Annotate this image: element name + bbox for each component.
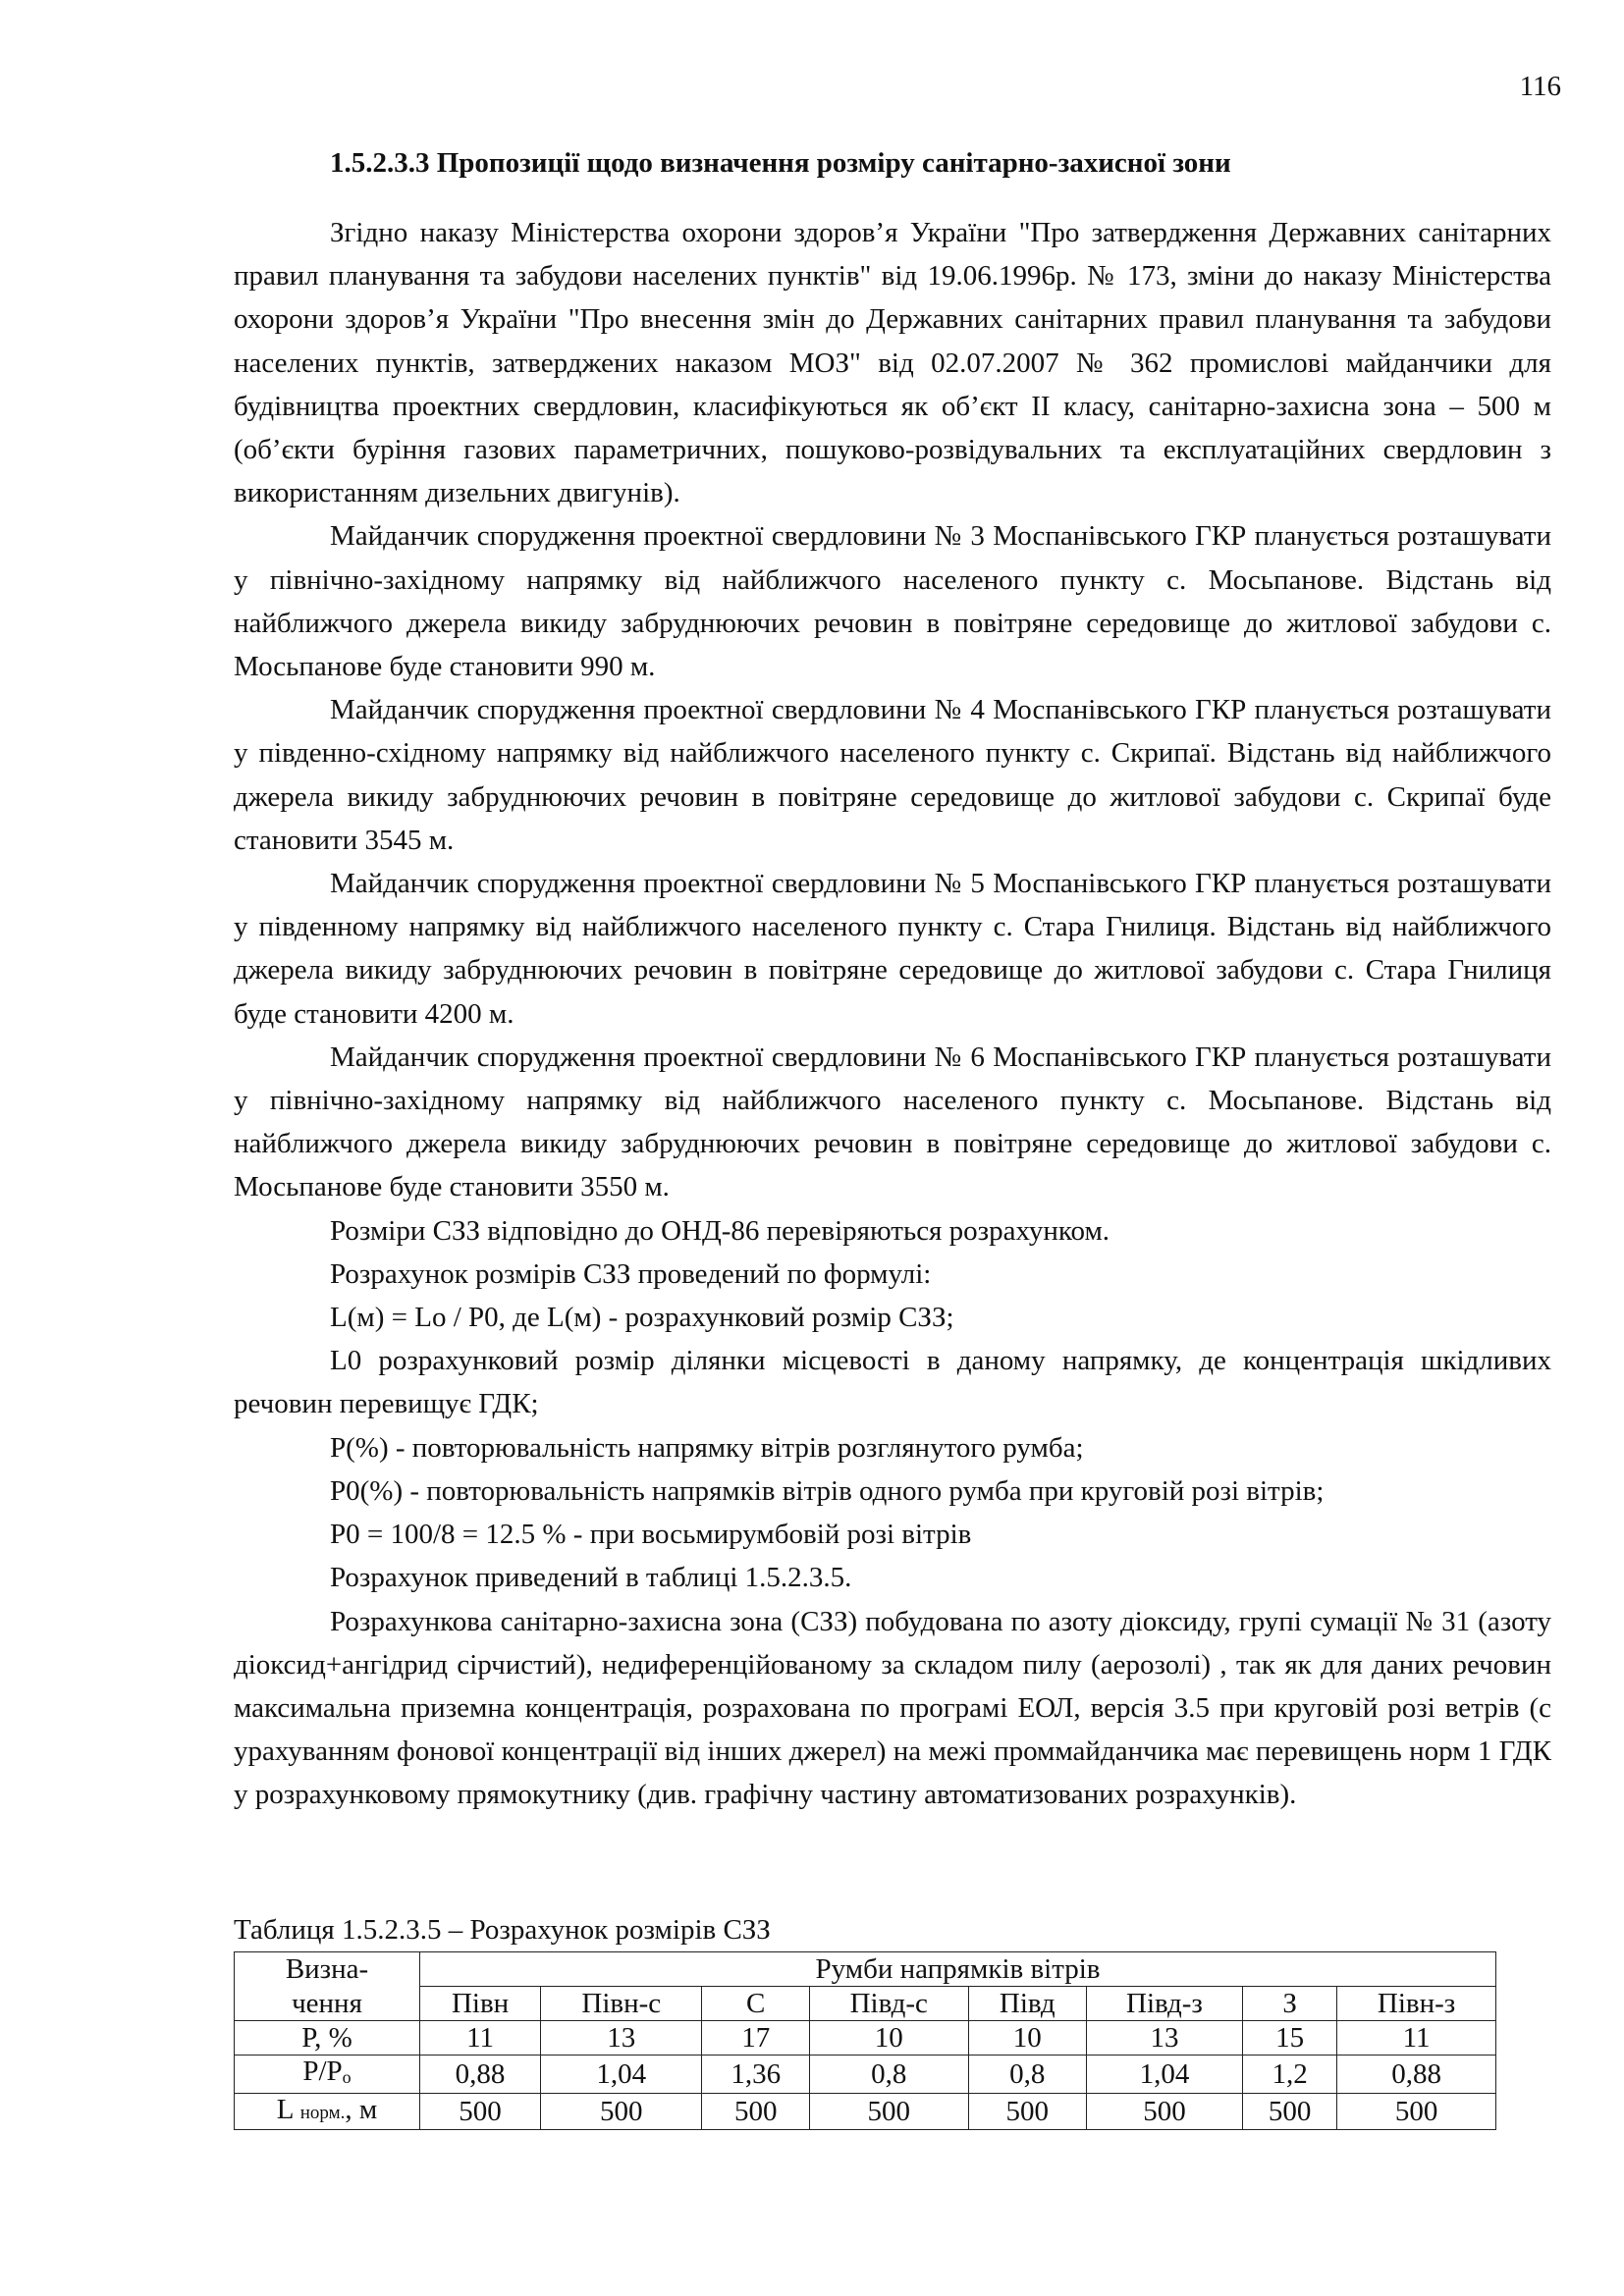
table-row-p-percent — [235, 2021, 1496, 2056]
row-label-p-ratio — [235, 2056, 420, 2094]
table-cell: 10 — [968, 2021, 1086, 2056]
row-label-unit: , м — [345, 2094, 378, 2125]
row-label-p-percent: P, % — [235, 2021, 420, 2056]
table-row-l-norm — [235, 2094, 1496, 2130]
row-header-line-2: чення — [235, 1987, 420, 2021]
table-cell: 13 — [541, 2021, 702, 2056]
table-cell: 0,8 — [968, 2056, 1086, 2094]
table-cell: 1,04 — [541, 2056, 702, 2094]
row-label-l-norm — [235, 2094, 420, 2130]
paragraph-well-5: Майданчик спорудження проектної свердловини № 5 Моспанівського ГКР планується розташувати у південному напрямку від найближчого населеного пункту с. Стара Гнилиця. Відстань від найближчого джерела викиду забруднюючих речовин в повітряне середовище до житлової забудови с. Стара Гнилиця буде становити 4200 м. — [234, 868, 1551, 1030]
direction-header: Півн — [420, 1987, 541, 2021]
table-cell: 500 — [1243, 2094, 1337, 2130]
direction-header: З — [1243, 1987, 1337, 2021]
table-cell: 1,04 — [1086, 2056, 1242, 2094]
table-cell: 500 — [420, 2094, 541, 2130]
table-cell: 500 — [1337, 2094, 1496, 2130]
table-header-row — [235, 1952, 1496, 1987]
page-number: 116 — [1519, 71, 1561, 102]
table-cell: 0,88 — [420, 2056, 541, 2094]
paragraph-well-6: Майданчик спорудження проектної свердловини № 6 Моспанівського ГКР планується розташувати у північно-західному напрямку від найближчого населеного пункту с. Мосьпанове. Відстань від найближчого джерела викиду забруднюючих речовин в повітряне середовище до житлової забудови с. Мосьпанове буде становити 3550 м. — [234, 1041, 1551, 1203]
paragraph-l0-definition: L0 розрахунковий розмір ділянки місцевості в даному напрямку, де концентрація шкідливих речовин перевищує ГДК; — [234, 1345, 1551, 1420]
direction-header: Півн-з — [1337, 1987, 1496, 2021]
paragraph-formula-intro: Розрахунок розмірів СЗЗ проведений по формулі: — [330, 1257, 932, 1290]
paragraph-p0-definition: P0(%) - повторювальність напрямків вітрів одного румба при круговій розі вітрів; — [330, 1474, 1325, 1507]
paragraph-table-reference: Розрахунок приведений в таблиці 1.5.2.3.5. — [330, 1562, 852, 1594]
section-heading: 1.5.2.3.3 Пропозиції щодо визначення розміру санітарно-захисної зони — [330, 147, 1231, 179]
table-cell: 17 — [702, 2021, 809, 2056]
table-cell: 500 — [968, 2094, 1086, 2130]
row-label-subscript: норм. — [299, 2103, 346, 2123]
paragraph-well-4: Майданчик спорудження проектної свердловини № 4 Моспанівського ГКР планується розташувати у південно-східному напрямку від найближчого населеного пункту с. Скрипаї. Відстань від найближчого джерела викиду забруднюючих речовин в повітряне середовище до житлової забудови с. Скрипаї буде становити 3545 м. — [234, 694, 1551, 856]
row-label-subscript: o — [342, 2067, 352, 2087]
direction-header: Півд — [968, 1987, 1086, 2021]
row-label-main: L — [276, 2094, 300, 2125]
table-cell: 1,2 — [1243, 2056, 1337, 2094]
table-direction-row — [235, 1987, 1496, 2021]
paragraph-well-3: Майданчик спорудження проектної свердловини № 3 Моспанівського ГКР планується розташувати у північно-західному напрямку від найближчого населеного пункту с. Мосьпанове. Відстань від найближчого джерела викиду забруднюючих речовин в повітряне середовище до житлової забудови с. Мосьпанове буде становити 990 м. — [234, 520, 1551, 683]
table-cell: 13 — [1086, 2021, 1242, 2056]
table-cell: 11 — [1337, 2021, 1496, 2056]
row-label-main: P/P — [302, 2056, 343, 2087]
table-cell: 500 — [702, 2094, 809, 2130]
direction-header: Півн-с — [541, 1987, 702, 2021]
table-row-p-ratio — [235, 2056, 1496, 2094]
table-cell: 15 — [1243, 2021, 1337, 2056]
direction-header: С — [702, 1987, 809, 2021]
table-cell: 500 — [809, 2094, 968, 2130]
table-cell: 11 — [420, 2021, 541, 2056]
row-header-line-1: Визна- — [235, 1952, 420, 1987]
table-cell: 10 — [809, 2021, 968, 2056]
table-cell: 500 — [1086, 2094, 1242, 2130]
table-cell: 1,36 — [702, 2056, 809, 2094]
direction-header: Півд-с — [809, 1987, 968, 2021]
paragraph-formula: L(м) = Lo / P0, де L(м) - розрахунковий розмір СЗЗ; — [330, 1302, 954, 1334]
paragraph-regulation: Згідно наказу Міністерства охорони здоров’я України "Про затвердження Державних санітарних правил планування та забудови населених пунктів" від 19.06.1996р. № 173, зміни до наказу Міністерства охорони здоров’я України "Про внесення змін до Державних санітарних правил планування та забудови населених пунктів, затверджених наказом МОЗ" від 02.07.2007 № 362 промислові майданчики для будівництва проектних свердловин, класифікуються як об’єкт II класу, санітарно-захисна зона – 500 м (об’єкти буріння газових параметричних, пошуково-розвідувальних та експлуатаційних свердловин з використанням дизельних двигунів). — [234, 217, 1551, 509]
paragraph-p-definition: P(%) - повторювальність напрямку вітрів розглянутого румба; — [330, 1431, 1084, 1464]
table-cell: 0,88 — [1337, 2056, 1496, 2094]
paragraph-szz-check: Розміри СЗЗ відповідно до ОНД-86 перевіряються розрахунком. — [330, 1214, 1110, 1247]
wind-directions-header: Румби напрямків вітрів — [420, 1952, 1496, 1987]
body-text — [234, 211, 1551, 1817]
table-cell: 0,8 — [809, 2056, 968, 2094]
paragraph-szz-conclusion: Розрахункова санітарно-захисна зона (СЗЗ) побудована по азоту діоксиду, групі сумації № 31 (азоту діоксид+ангідрид сірчистий), недиференційованому за складом пилу (аерозолі) , так як для даних речовин максимальна приземна концентрація, розрахована по програмі ЕОЛ, версія 3.5 при круговій розі ветрів (с урахуванням фонової концентрації від інших джерел) на межі проммайданчика має перевищень норм 1 ГДК у розрахунковому прямокутнику (див. графічну частину автоматизованих розрахунків). — [234, 1605, 1551, 1811]
table-caption: Таблиця 1.5.2.3.5 – Розрахунок розмірів СЗЗ — [234, 1914, 771, 1946]
paragraph-p0-value: P0 = 100/8 = 12.5 % - при восьмирумбовій розі вітрів — [330, 1519, 972, 1551]
table-cell: 500 — [541, 2094, 702, 2130]
szz-table — [234, 1951, 1496, 2130]
direction-header: Півд-з — [1086, 1987, 1242, 2021]
